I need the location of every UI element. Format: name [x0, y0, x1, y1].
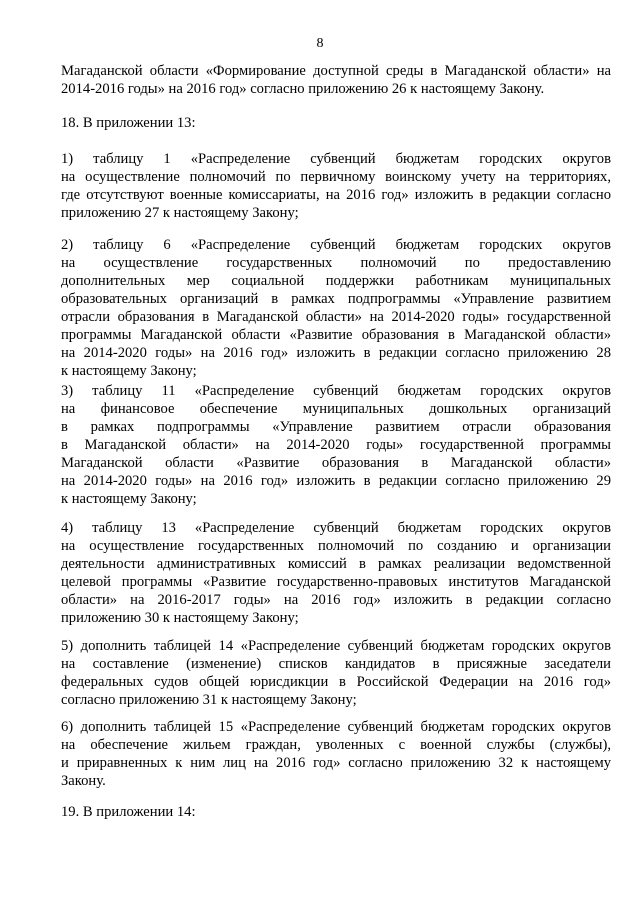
text-line: и приравненных к ним лиц на 2016 год» согласно приложению 32 к настоящему	[61, 755, 611, 771]
text-line: дополнительных мер социальной поддержки работникам муниципальных	[61, 273, 611, 289]
text-line: программы Магаданской области «Развитие образования в Магаданской области»	[61, 327, 611, 343]
paragraph-item-1	[61, 150, 611, 222]
text-line: 6) дополнить таблицей 15 «Распределение субвенций бюджетам городских округов	[61, 719, 611, 735]
paragraph-item-4	[61, 519, 611, 627]
section-heading-19	[61, 803, 611, 821]
text-line: образовательных организаций в рамках подпрограммы «Управление развитием	[61, 291, 611, 307]
text-line: на осуществление полномочий по первичному воинскому учету на территориях,	[61, 169, 611, 185]
text-line: Закону.	[61, 773, 106, 789]
text-line: на 2014-2020 годы» на 2016 год» изложить в редакции согласно приложению 28	[61, 345, 611, 361]
section-heading-18	[61, 114, 611, 132]
text-line: на осуществление государственных полномочий по созданию и организации	[61, 538, 611, 554]
text-line: на составление (изменение) списков кандидатов в присяжные заседатели	[61, 656, 611, 672]
text-line: 18. В приложении 13:	[61, 115, 196, 131]
paragraph-item-5	[61, 637, 611, 709]
paragraph-item-3	[61, 382, 611, 508]
text-line: согласно приложению 31 к настоящему Закону;	[61, 692, 357, 708]
text-line: к настоящему Закону;	[61, 363, 197, 379]
text-line: федеральных судов общей юрисдикции в Российской Федерации на 2016 год»	[61, 674, 611, 690]
text-line: где отсутствуют военные комиссариаты, на 2016 год» изложить в редакции согласно	[61, 187, 611, 203]
text-line: деятельности административных комиссий в рамках реализации ведомственной	[61, 556, 611, 572]
text-line: Магаданской области «Развитие образования в Магаданской области»	[61, 455, 611, 471]
text-line: отрасли образования в Магаданской области» на 2014-2020 годы» государственной	[61, 309, 611, 325]
text-line: 4) таблицу 13 «Распределение субвенций бюджетам городских округов	[61, 520, 611, 536]
text-line: приложению 30 к настоящему Закону;	[61, 610, 299, 626]
text-line: 2014-2016 годы» на 2016 год» согласно приложению 26 к настоящему Закону.	[61, 81, 545, 97]
text-line: 2) таблицу 6 «Распределение субвенций бюджетам городских округов	[61, 237, 611, 253]
text-line: 5) дополнить таблицей 14 «Распределение субвенций бюджетам городских округов	[61, 638, 611, 654]
text-line: приложению 27 к настоящему Закону;	[61, 205, 299, 221]
text-line: к настоящему Закону;	[61, 491, 197, 507]
text-line: 1) таблицу 1 «Распределение субвенций бюджетам городских округов	[61, 151, 611, 167]
text-line: области» на 2016-2017 годы» на 2016 год» изложить в редакции согласно	[61, 592, 611, 608]
page-number: 8	[316, 36, 324, 51]
text-line: целевой программы «Развитие государственно-правовых институтов Магаданской	[61, 574, 611, 590]
text-line: на осуществление государственных полномочий по предоставлению	[61, 255, 611, 271]
paragraph-item-2	[61, 236, 611, 380]
text-line: в Магаданской области» на 2014-2020 годы» государственной программы	[61, 437, 611, 453]
text-line: 3) таблицу 11 «Распределение субвенций бюджетам городских округов	[61, 383, 611, 399]
text-line: 19. В приложении 14:	[61, 804, 196, 820]
paragraph-continuation	[61, 62, 611, 98]
text-line: на 2014-2020 годы» на 2016 год» изложить в редакции согласно приложению 29	[61, 473, 611, 489]
text-line: на финансовое обеспечение муниципальных дошкольных организаций	[61, 401, 611, 417]
text-line: Магаданской области «Формирование доступной среды в Магаданской области» на	[61, 63, 611, 79]
text-line: в рамках подпрограммы «Управление развитием отрасли образования	[61, 419, 611, 435]
text-line: на обеспечение жильем граждан, уволенных с военной службы (службы),	[61, 737, 611, 753]
paragraph-item-6	[61, 718, 611, 790]
